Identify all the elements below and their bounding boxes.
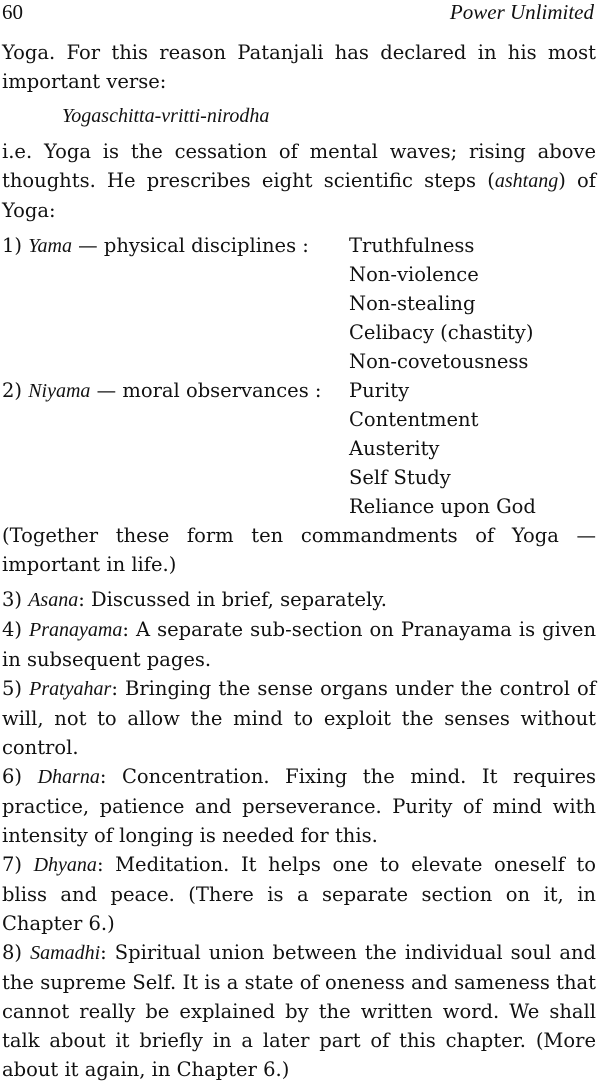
value-item: Self Study <box>349 466 451 489</box>
item-text: : Discussed in brief, separately. <box>78 588 387 611</box>
step-label <box>2 231 349 376</box>
item-text: : A separate sub-section on Pranayama is given in subsequent pages. <box>2 618 597 671</box>
explanation-text-b: ) of Yoga: <box>2 169 596 222</box>
step-description: — physical disciplines : <box>71 234 309 257</box>
step-term: Niyama <box>28 380 91 402</box>
value-item: Purity <box>349 379 410 402</box>
item-text: : Concentration. Fixing the mind. It requires practice, patience and perseverance. Purity of mind with intensity of longing is needed for this. <box>2 765 596 847</box>
verse: Yogaschitta-vritti-nirodha <box>62 105 270 127</box>
value-item: Reliance upon God <box>349 495 536 518</box>
step-row-yama <box>2 231 596 376</box>
value-item: Non-covetousness <box>349 350 529 373</box>
value-item: Non-violence <box>349 263 479 286</box>
steps-list <box>2 585 596 1084</box>
steps-table <box>2 231 596 521</box>
value-item: Truthfulness <box>349 234 475 257</box>
item-term: Pranayama <box>29 619 123 641</box>
step-number: 1) <box>2 234 29 257</box>
explanation-text-a: i.e. Yoga is the cessation of mental waves; rising above thoughts. He prescribes eight scientific steps ( <box>2 140 596 192</box>
item-term: Dhyana <box>33 854 97 876</box>
step-values <box>349 231 596 376</box>
item-number: 8) <box>2 941 31 964</box>
item-number: 7) <box>2 853 34 876</box>
page-body <box>2 38 596 1084</box>
list-item-samadhi <box>2 938 596 1084</box>
item-text: : Bringing the sense organs under the control of will, not to allow the mind to exploit the senses without control. <box>2 677 596 759</box>
item-number: 4) <box>2 618 30 641</box>
list-item-dharna <box>2 762 596 850</box>
item-term: Samadhi <box>30 942 101 964</box>
value-item: Celibacy (chastity) <box>349 321 534 344</box>
value-item: Non-stealing <box>349 292 476 315</box>
explanation-paragraph <box>2 137 596 225</box>
list-item-pratyahar <box>2 674 596 762</box>
value-item: Austerity <box>349 437 440 460</box>
item-text: : Spiritual union between the individual soul and the supreme Self. It is a state of oneness and sameness that cannot really be explained by the written word. We shall talk about it briefly in a later part of this chapter. (More about it again, in Chapter 6.) <box>2 941 596 1081</box>
step-term: Yama <box>28 235 72 257</box>
item-term: Dharna <box>37 766 100 788</box>
step-row-niyama <box>2 376 596 521</box>
step-values <box>349 376 596 521</box>
commandments-note: (Together these form ten commandments of Yoga — important in life.) <box>2 524 596 576</box>
list-item-asana <box>2 585 596 615</box>
item-text: : Meditation. It helps one to elevate oneself to bliss and peace. (There is a separate section on it, in Chapter 6.) <box>2 853 596 935</box>
value-item: Contentment <box>349 408 479 431</box>
step-number: 2) <box>2 379 29 402</box>
item-term: Asana <box>28 589 79 611</box>
page-header <box>0 0 600 30</box>
item-number: 5) <box>2 677 30 700</box>
item-number: 3) <box>2 588 29 611</box>
step-description: — moral observances : <box>90 379 322 402</box>
list-item-dhyana <box>2 850 596 938</box>
item-number: 6) <box>2 765 38 788</box>
ashtang-term: ashtang <box>494 170 559 192</box>
item-term: Pratyahar <box>29 678 112 700</box>
list-item-pranayama <box>2 615 596 674</box>
page-number: 60 <box>2 0 23 24</box>
running-title: Power Unlimited <box>449 0 594 24</box>
intro-paragraph: Yoga. For this reason Patanjali has declared in his most important verse: <box>2 41 596 93</box>
step-label <box>2 376 349 521</box>
